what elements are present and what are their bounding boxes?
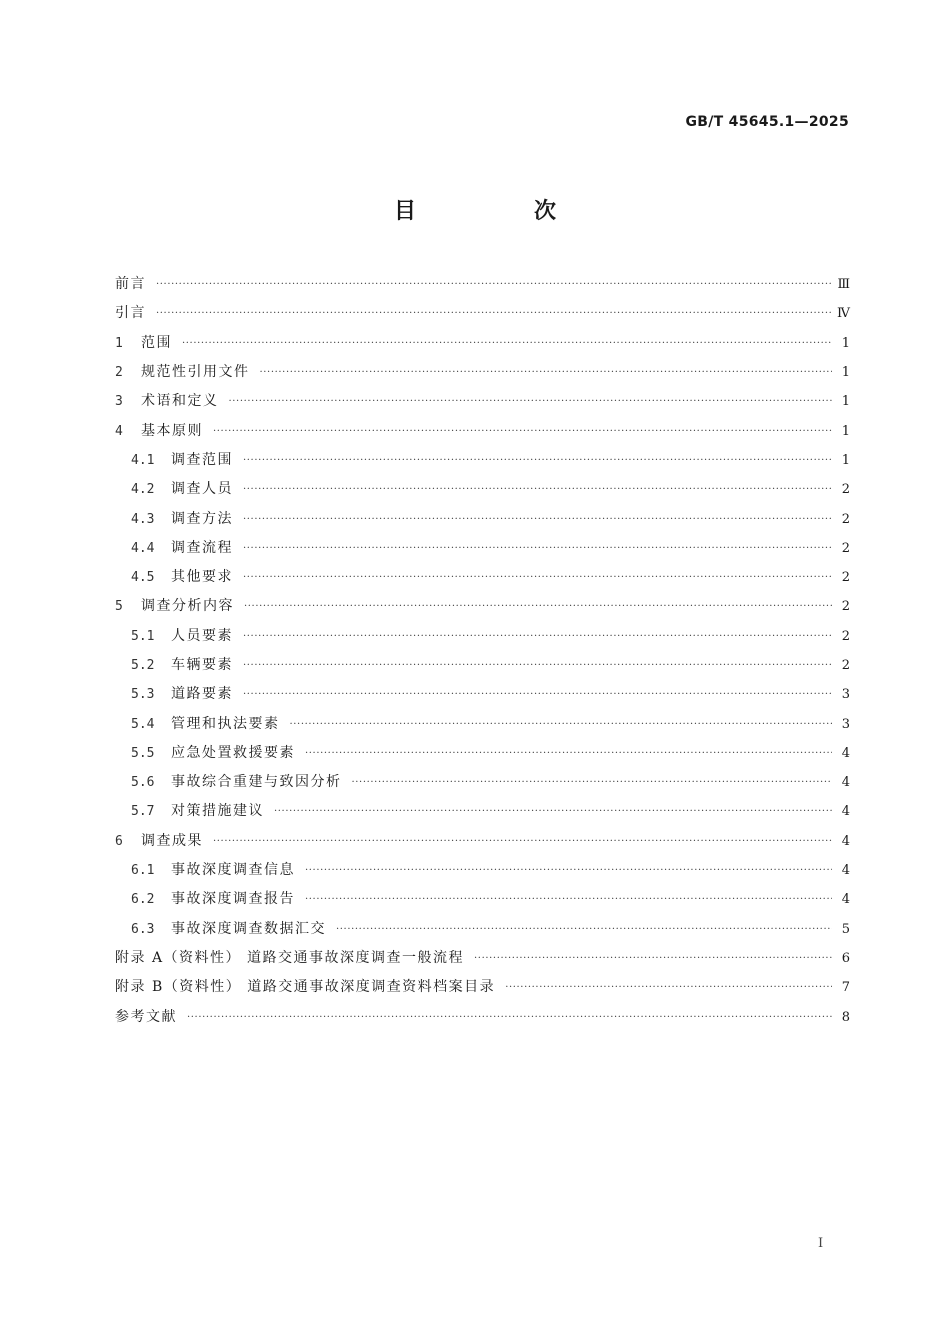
- toc-entry-page: 1: [841, 452, 850, 468]
- toc-entry-number: 6.3: [131, 921, 155, 937]
- toc-entry-page: Ⅳ: [837, 306, 850, 322]
- toc-entry-page: 1: [841, 423, 850, 439]
- toc-dot-leader: [290, 710, 833, 739]
- toc-entry-number: 4.2: [131, 482, 155, 498]
- toc-entry-number: 2: [115, 365, 123, 381]
- toc-entry-number: 6.1: [131, 863, 155, 879]
- toc-entry-page: 4: [841, 863, 850, 879]
- toc-entry-label: 参考文献: [115, 1008, 177, 1025]
- toc-entry[interactable]: [115, 592, 850, 621]
- toc-entry-page: 2: [841, 628, 850, 644]
- toc-entry-number: 6.2: [131, 892, 155, 908]
- toc-entry-label: 调查成果: [141, 832, 203, 849]
- toc-dot-leader: [244, 592, 832, 621]
- toc-dot-leader: [213, 417, 832, 446]
- toc-entry-label: 对策措施建议: [171, 803, 264, 820]
- toc-entry[interactable]: [115, 387, 850, 416]
- toc-entry-label: 附录 A（资料性） 道路交通事故深度调查一般流程: [115, 949, 465, 966]
- toc-dot-leader: [243, 505, 832, 534]
- toc-entry-label: 前言: [115, 276, 146, 293]
- toc-entry-number: 3: [115, 394, 123, 410]
- toc-entry-label: 事故综合重建与致因分析: [171, 774, 342, 791]
- toc-entry-number: 5.5: [131, 745, 155, 761]
- toc-entry[interactable]: [115, 358, 850, 387]
- toc-entry[interactable]: [115, 973, 850, 1002]
- toc-entry-page: 3: [841, 687, 850, 703]
- toc-entry[interactable]: [115, 827, 850, 856]
- toc-entry[interactable]: [115, 944, 850, 973]
- toc-entry-label: 基本原则: [141, 422, 203, 439]
- toc-entry[interactable]: [115, 768, 850, 797]
- toc-dot-leader: [156, 299, 831, 328]
- toc-entry-number: 4.3: [131, 511, 155, 527]
- toc-dot-leader: [274, 797, 832, 826]
- toc-entry[interactable]: [115, 329, 850, 358]
- toc-dot-leader: [243, 651, 832, 680]
- toc-entry[interactable]: [115, 739, 850, 768]
- toc-entry[interactable]: [115, 622, 850, 651]
- toc-entry[interactable]: [115, 475, 850, 504]
- toc-entry-number: 5.2: [131, 658, 155, 673]
- toc-entry-label: 调查方法: [171, 510, 233, 527]
- standard-code: GB/T 45645.1—2025: [685, 114, 849, 130]
- toc-entry[interactable]: [115, 504, 850, 533]
- page-number: I: [818, 1236, 824, 1251]
- toc-entry-label: 调查人员: [171, 481, 233, 498]
- toc-entry-label: 调查范围: [171, 451, 233, 468]
- toc-entry-label: 术语和定义: [141, 393, 219, 410]
- toc-entry[interactable]: [115, 797, 850, 826]
- toc-entry-page: 2: [841, 658, 850, 673]
- toc-entry-page: 3: [841, 716, 850, 732]
- toc-entry-page: 2: [841, 599, 850, 615]
- toc-dot-leader: [243, 563, 832, 592]
- toc-entry-page: 1: [841, 335, 850, 351]
- toc-entry-page: 1: [841, 394, 850, 410]
- toc-entry-page: 4: [841, 745, 850, 761]
- toc-entry-page: 4: [841, 775, 850, 791]
- toc-entry-page: 1: [841, 365, 850, 381]
- toc-entry-page: 2: [841, 511, 850, 527]
- toc-entry-page: 6: [841, 950, 850, 966]
- toc-entry[interactable]: [115, 680, 850, 709]
- toc-entry-label: 道路要素: [171, 686, 233, 703]
- toc-entry-label: 事故深度调查报告: [171, 891, 295, 908]
- toc-entry-number: 5.1: [131, 628, 155, 644]
- toc-entry-label: 人员要素: [171, 627, 233, 644]
- toc-entry-number: 5.3: [131, 687, 155, 703]
- toc-entry-page: 2: [841, 570, 850, 586]
- toc-entry-page: 7: [841, 980, 850, 996]
- toc-entry[interactable]: [115, 1002, 850, 1031]
- toc-entry-label: 应急处置救援要素: [171, 744, 295, 761]
- toc-dot-leader: [213, 827, 832, 856]
- toc-dot-leader: [243, 475, 832, 504]
- toc-dot-leader: [243, 446, 832, 475]
- toc-entry-page: 8: [841, 1009, 850, 1025]
- toc-entry-page: Ⅲ: [837, 277, 850, 293]
- toc-entry[interactable]: [115, 651, 850, 680]
- toc-dot-leader: [260, 358, 833, 387]
- toc-entry-number: 4.1: [131, 452, 155, 468]
- toc-entry-label: 调查流程: [171, 539, 233, 556]
- toc-entry-number: 6: [115, 833, 123, 849]
- toc-entry-number: 1: [115, 335, 123, 351]
- toc-dot-leader: [505, 973, 832, 1002]
- toc-dot-leader: [474, 944, 832, 973]
- toc-dot-leader: [156, 270, 831, 299]
- toc-entry-label: 调查分析内容: [141, 598, 234, 615]
- toc-entry-number: 5.4: [131, 716, 155, 732]
- toc-entry-label: 范围: [141, 334, 172, 351]
- toc-dot-leader: [187, 1003, 832, 1032]
- toc-entry-number: 5.7: [131, 804, 155, 820]
- toc-entry[interactable]: [115, 446, 850, 475]
- toc-entry[interactable]: [115, 416, 850, 445]
- page-title: 目 次: [393, 199, 604, 224]
- toc-entry-label: 管理和执法要素: [171, 715, 280, 732]
- toc-entry-page: 4: [841, 833, 850, 849]
- toc-dot-leader: [305, 885, 832, 914]
- toc-entry-label: 事故深度调查数据汇交: [171, 920, 326, 937]
- toc-entry-label: 车辆要素: [171, 657, 233, 673]
- toc-entry-number: 4.4: [131, 540, 155, 556]
- toc-entry-page: 2: [841, 540, 850, 556]
- toc-entry[interactable]: [115, 885, 850, 914]
- toc-entry-label: 规范性引用文件: [141, 364, 250, 381]
- toc-entry-number: 5: [115, 599, 123, 615]
- toc-entry[interactable]: [115, 270, 850, 299]
- toc-entry[interactable]: [115, 534, 850, 563]
- toc-entry[interactable]: [115, 915, 850, 944]
- toc-entry[interactable]: [115, 563, 850, 592]
- table-of-contents: [115, 270, 850, 1032]
- toc-entry-page: 4: [841, 804, 850, 820]
- toc-dot-leader: [305, 739, 832, 768]
- toc-dot-leader: [243, 534, 832, 563]
- toc-entry[interactable]: [115, 709, 850, 738]
- toc-entry[interactable]: [115, 856, 850, 885]
- toc-dot-leader: [182, 329, 832, 358]
- toc-dot-leader: [352, 768, 833, 797]
- toc-entry-number: 4.5: [131, 570, 155, 586]
- toc-entry-label: 附录 B（资料性） 道路交通事故深度调查资料档案目录: [115, 979, 496, 996]
- toc-dot-leader: [229, 387, 833, 416]
- toc-entry-number: 4: [115, 423, 123, 439]
- toc-entry-label: 事故深度调查信息: [171, 862, 295, 879]
- toc-entry[interactable]: [115, 299, 850, 328]
- toc-dot-leader: [305, 856, 832, 885]
- toc-entry-label: 其他要求: [171, 569, 233, 586]
- toc-dot-leader: [336, 915, 832, 944]
- toc-entry-number: 5.6: [131, 775, 155, 791]
- toc-dot-leader: [243, 622, 832, 651]
- toc-entry-page: 5: [841, 921, 850, 937]
- toc-entry-page: 2: [841, 482, 850, 498]
- toc-entry-page: 4: [841, 892, 850, 908]
- toc-entry-label: 引言: [115, 305, 146, 322]
- toc-dot-leader: [243, 680, 832, 709]
